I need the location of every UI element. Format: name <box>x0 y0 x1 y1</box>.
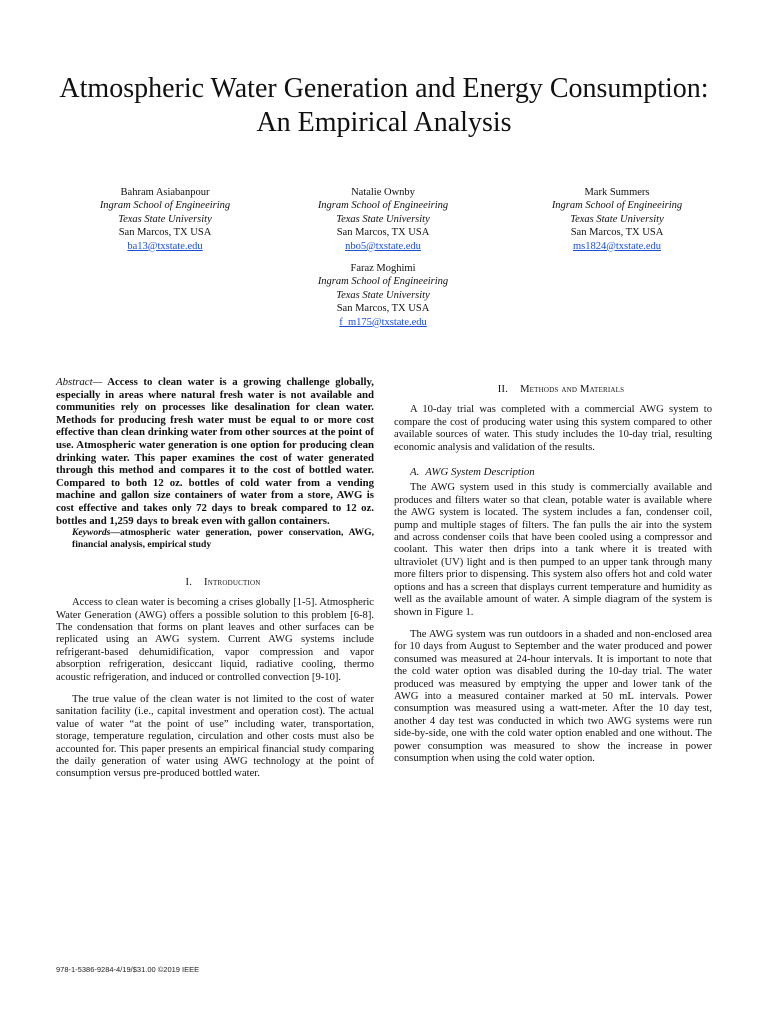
abstract-lead: Abstract— <box>56 376 103 388</box>
author-university: Texas State University <box>336 213 430 225</box>
author-name: Natalie Ownby <box>351 187 415 198</box>
author-block-1 <box>60 186 270 253</box>
keywords-lead: Keywords— <box>72 527 120 539</box>
author-email-link[interactable]: f_m175@txstate.edu <box>339 316 427 328</box>
author-location: San Marcos, TX USA <box>118 227 212 239</box>
author-email-link[interactable]: nbo5@txstate.edu <box>345 240 421 252</box>
keywords-text: atmospheric water generation, power conservation, AWG, financial analysis, empirical study <box>72 527 374 550</box>
paper-title: Atmospheric Water Generation and Energy Consumption: An Empirical Analysis <box>59 73 709 138</box>
section-number: I. <box>185 576 193 588</box>
abstract <box>56 376 374 527</box>
paragraph: A 10-day trial was completed with a commercial AWG system to compare the cost of producing water using this system compared to other available sources of water. This study includes the 10-day trial, resulting economic analysis and validation of the results. <box>394 404 712 453</box>
abstract-text: Access to clean water is a growing challenge globally, especially in areas where natural fresh water is not available and communities rely on processes like desalination for clean water. Methods for producing fresh water must be equal to or more cost effective than clean drinking water from other sources at the point of use. Atmospheric water generation is one option for producing clean drinking water. This paper examines the cost of water generated through this method and compares it to the cost of bottled water. Compared to both 12 oz. bottles of cold water from a vending machine and gallon size containers of water from a store, AWG is cost effective and takes only 72 days to break compared to 12 oz. bottles and 1,259 days to break even with gallon containers. <box>56 376 374 527</box>
subsection-heading <box>394 466 712 478</box>
author-name: Bahram Asiabanpour <box>120 187 210 198</box>
section-title: Methods and Materials <box>520 384 625 395</box>
author-name: Faraz Moghimi <box>350 263 416 274</box>
paragraph: Access to clean water is becoming a crises globally [1-5]. Atmospheric Water Generation (AWG) offers a possible solution to this problem [6-8]. The condensation that forms on plant leaves and other surfaces can be replicated using an AWG system. Current AWG systems include refrigerant-based dehumidification, vapor compression and vapor absorption refrigeration, desiccant liquid, radiative cooling, thermo acoustic refrigeration, and induced or controlled convection [9-10]. <box>56 597 374 683</box>
author-university: Texas State University <box>336 289 430 301</box>
subsection-number: A. <box>410 466 420 479</box>
author-university: Texas State University <box>118 213 212 225</box>
section-title: Introduction <box>204 576 261 588</box>
left-column <box>56 376 374 781</box>
author-block-2 <box>278 186 488 253</box>
author-email-link[interactable]: ba13@txstate.edu <box>127 240 203 252</box>
author-location: San Marcos, TX USA <box>336 303 430 315</box>
author-name: Mark Summers <box>584 187 650 198</box>
subsection-title: AWG System Description <box>425 466 535 479</box>
author-location: San Marcos, TX USA <box>336 227 430 239</box>
author-email-link[interactable]: ms1824@txstate.edu <box>572 240 662 252</box>
section-heading-introduction <box>56 577 374 589</box>
author-affiliation: Ingram School of Engineeiring <box>551 200 683 212</box>
right-column <box>394 384 712 765</box>
author-block-3 <box>512 186 722 253</box>
paragraph: The AWG system was run outdoors in a shaded and non-enclosed area for 10 days from August to September and the water produced and power consumed was measured at 24-hour intervals. It is important to note that the cold water option was disabled during the 10-day trial. The water produced was measured by emptying the upper and lower tank of the AWG into a measured container marked at 50 mL intervals. Power consumption was measured using a watt-meter. After the 10 day test, another 4 day test was conducted in which two AWG systems were run side-by-side, one with the cold water option enabled and one without. The power consumption was measured to show the increase in power consumption when using the cold water option. <box>394 628 712 764</box>
keywords <box>56 527 374 551</box>
paragraph: The true value of the clean water is not limited to the cost of water sanitation facility (i.e., capital investment and operation cost). The actual value of water “at the point of use” including water, transportation, storage, temperature regulation, circulation and other costs must also be accounted for. This paper presents an empirical financial study comparing the daily generation of water using AWG technology at the point of consumption versus pre-produced bottled water. <box>56 693 374 780</box>
author-location: San Marcos, TX USA <box>570 227 664 239</box>
author-affiliation: Ingram School of Engineeiring <box>317 276 449 288</box>
section-number: II. <box>497 384 509 395</box>
paragraph: The AWG system used in this study is commercially available and produces and filters water so that clean, potable water is available where the AWG system is located. The system includes a fan, condenser coil, pump and multiple stages of filters. The fan pulls the air into the system and across condenser coils that have been cooled using a compressor and coolant. This water then drips into a tank where it is treated with ultraviolet (UV) light and is then pumped to an upper tank through many more filters prior to dispensing. This system also offers hot and cold water options and has a screen that displays current temperature and humidity as well as the available amount of water. A simple diagram of the system is shown in Figure 1. <box>394 482 712 618</box>
copyright-footer: 978-1-5386-9284-4/19/$31.00 ©2019 IEEE <box>56 965 200 974</box>
author-university: Texas State University <box>570 213 664 225</box>
section-heading-methods <box>394 384 712 396</box>
author-block-4 <box>278 262 488 329</box>
author-affiliation: Ingram School of Engineeiring <box>99 200 231 212</box>
author-affiliation: Ingram School of Engineeiring <box>317 200 449 212</box>
